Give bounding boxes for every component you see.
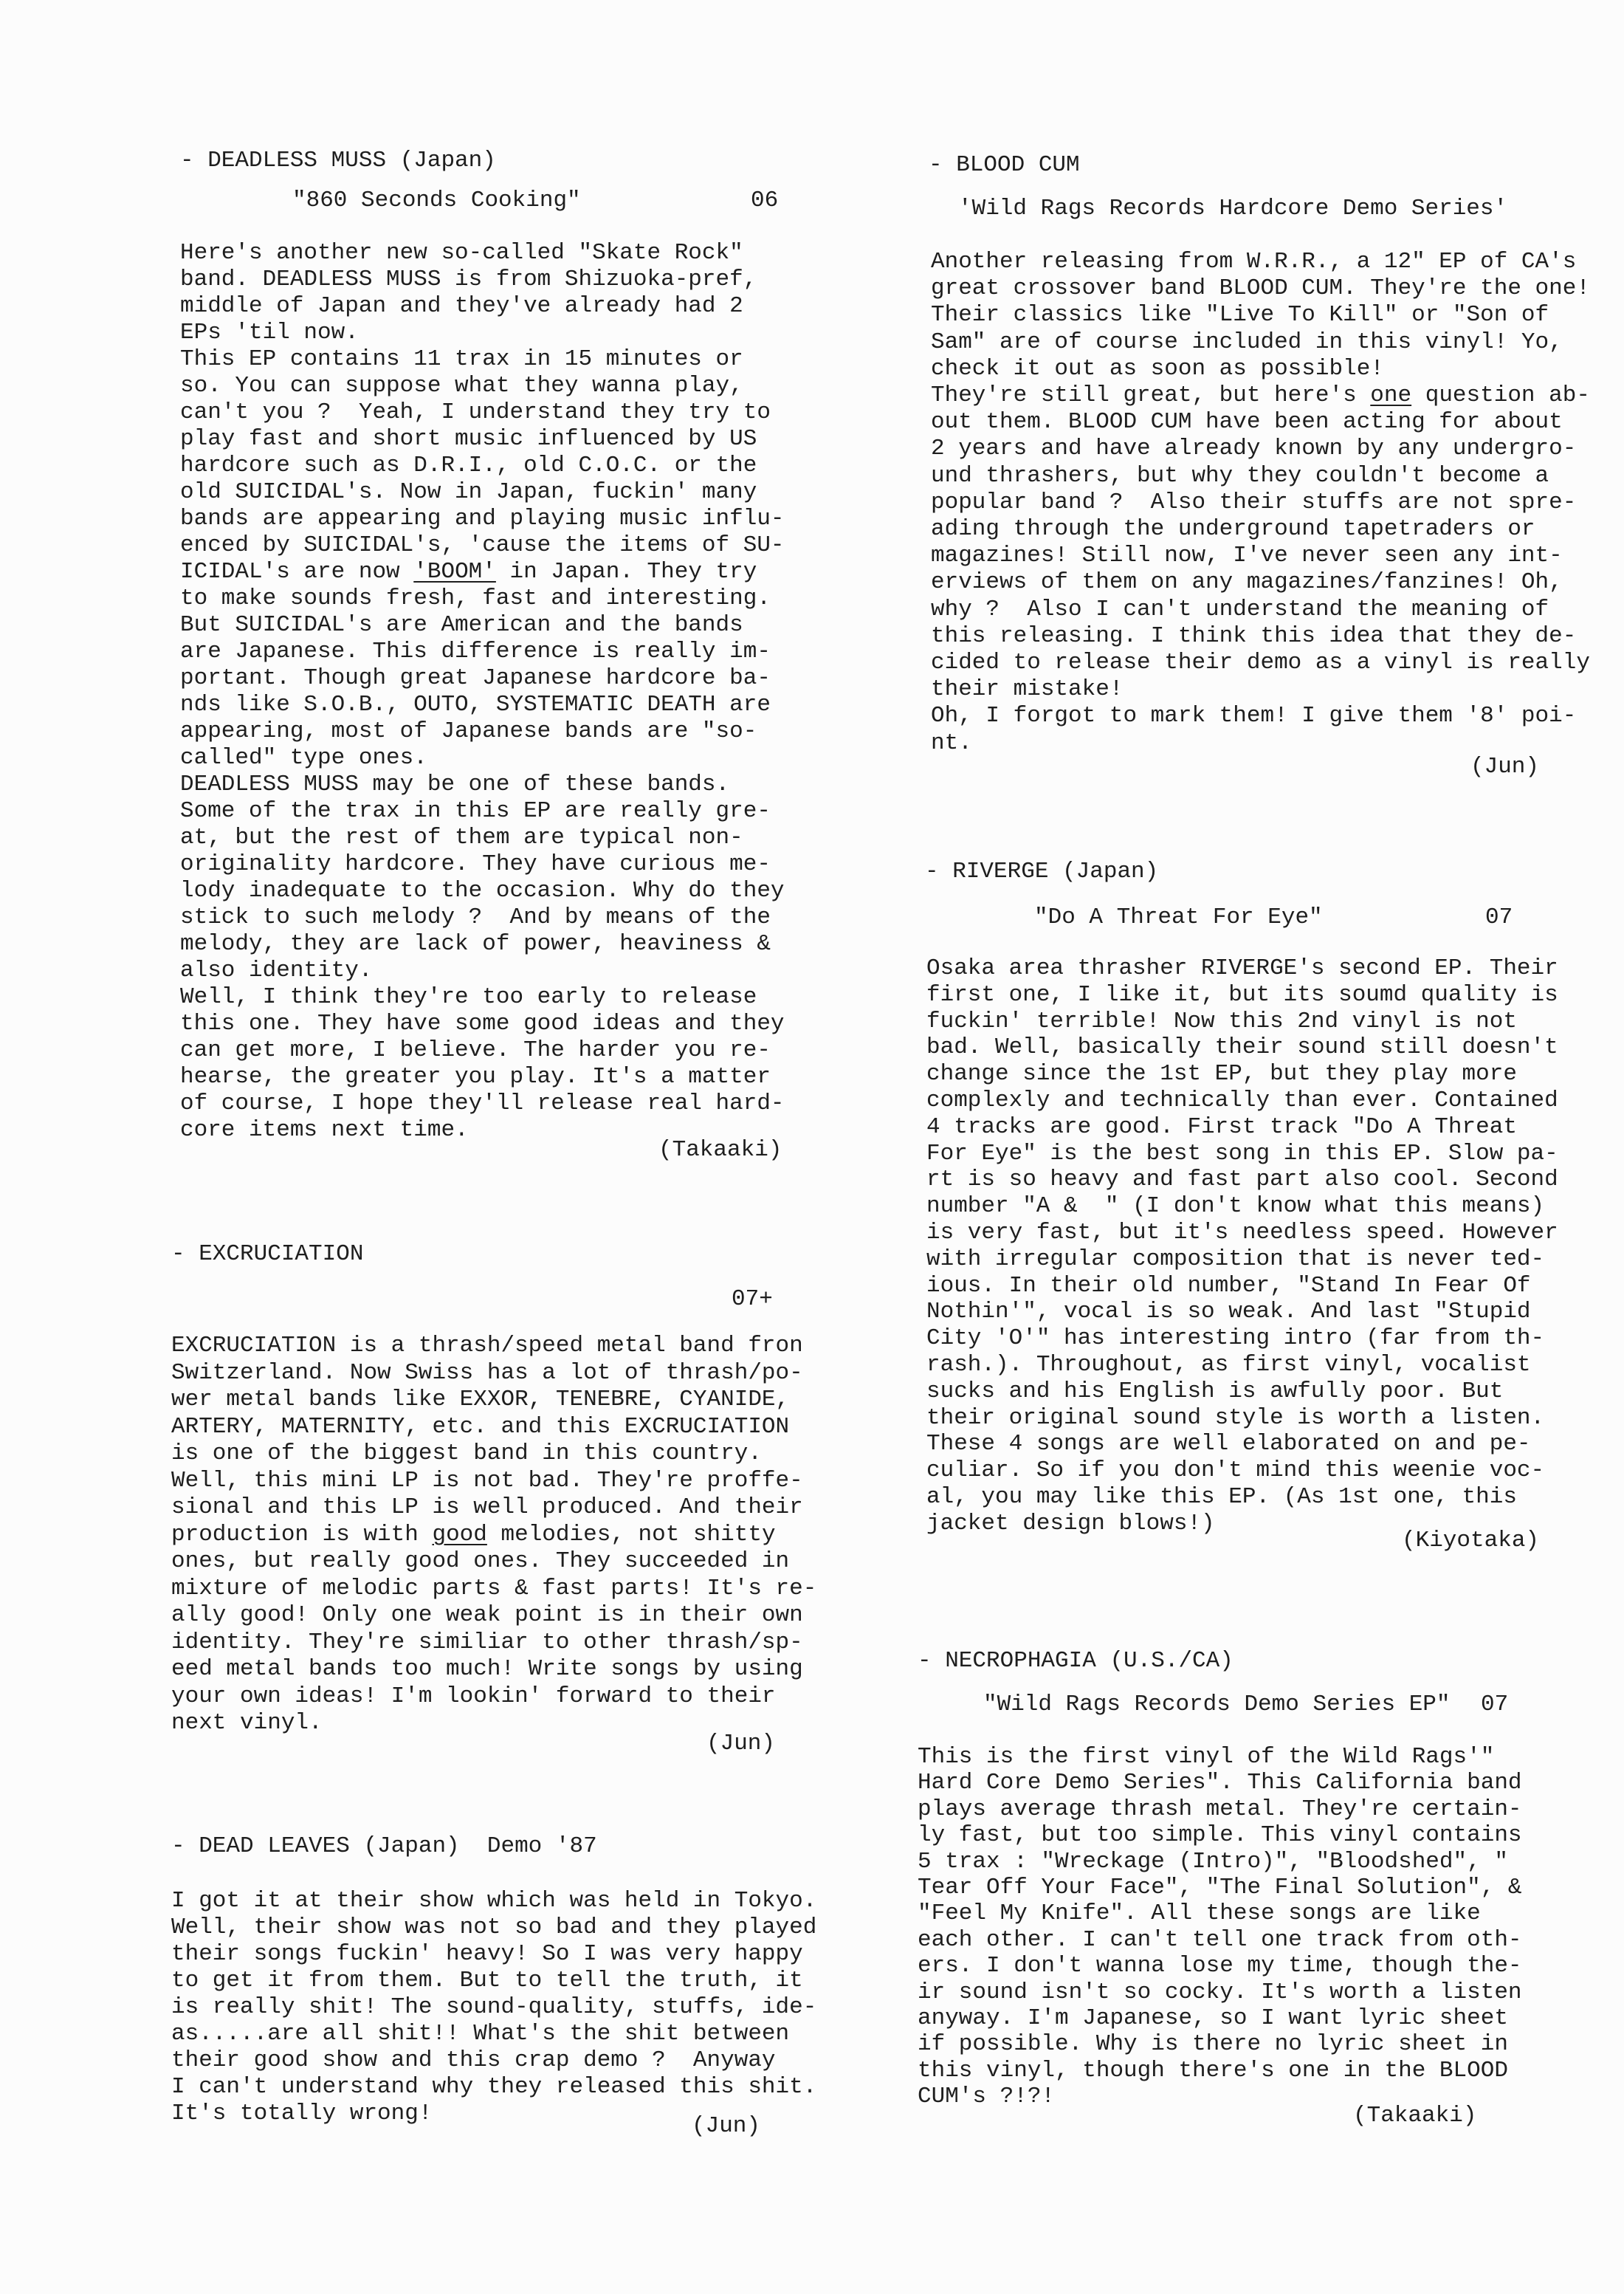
text-line: magazines! Still now, I've never seen any int- xyxy=(931,543,1563,569)
text-line: erviews of them on any magazines/fanzines! Oh, xyxy=(931,569,1563,596)
text-line: 2 years and have already known by any undergro- xyxy=(931,436,1577,462)
text-line: hardcore such as D.R.I., old C.O.C. or the xyxy=(180,453,757,478)
text-line: originality hardcore. They have curious me- xyxy=(180,851,771,877)
text-line: melody, they are lack of power, heaviness & xyxy=(180,931,771,957)
text-line: I can't understand why they released this shit. xyxy=(171,2074,817,2100)
text-line: ious. In their old number, "Stand In Fear Of xyxy=(926,1272,1531,1299)
text-line: ones, but really good ones. They succeeded in xyxy=(171,1548,790,1574)
text-line: nds like S.O.B., OUTO, SYSTEMATIC DEATH are xyxy=(180,692,771,718)
review-body xyxy=(171,1333,816,1737)
rating-score: 07 xyxy=(1481,1692,1509,1717)
text-segment: question ab- xyxy=(1411,382,1590,409)
underlined-text: 'BOOM' xyxy=(413,559,496,585)
text-line: their good show and this crap demo ? Anyway xyxy=(171,2047,776,2073)
review-body xyxy=(918,1744,1522,2110)
text-line: These 4 songs are well elaborated on and pe- xyxy=(926,1431,1531,1457)
text-line: Hard Core Demo Series". This California band xyxy=(918,1770,1522,1796)
text-line: eed metal bands too much! Write songs by using xyxy=(171,1656,803,1682)
text-line: popular band ? Also their stuffs are not spre- xyxy=(931,489,1577,515)
text-line: lody inadequate to the occasion. Why do they xyxy=(180,878,785,904)
text-line: This is the first vinyl of the Wild Rags'" xyxy=(918,1744,1495,1770)
text-line: Their classics like "Live To Kill" or "Son of xyxy=(931,302,1549,329)
text-line: Switzerland. Now Swiss has a lot of thrash/po- xyxy=(171,1359,803,1386)
text-line: Well, I think they're too early to release xyxy=(180,984,757,1010)
text-line xyxy=(171,1522,816,1549)
text-line: number "A & " (I don't know what this means) xyxy=(926,1193,1545,1220)
text-line: Well, their show was not so bad and they played xyxy=(171,1914,817,1940)
text-line: Here's another new so-called "Skate Rock" xyxy=(180,240,743,266)
reviewer-signature: (Jun) xyxy=(706,1731,776,1756)
text-line: appearing, most of Japanese bands are "so- xyxy=(180,718,757,744)
text-line: with irregular composition that is never ted- xyxy=(926,1246,1545,1272)
reviewer-signature: (Takaaki) xyxy=(1353,2103,1477,2129)
text-line: Oh, I forgot to mark them! I give them '8' poi- xyxy=(931,703,1577,729)
text-line: called" type ones. xyxy=(180,745,427,771)
review-heading: - EXCRUCIATION xyxy=(171,1241,364,1267)
text-line: stick to such melody ? And by means of the xyxy=(180,904,771,930)
text-segment: melodies, not shitty xyxy=(486,1521,776,1548)
text-line: It's totally wrong! xyxy=(171,2101,433,2126)
text-line: ers. I don't wanna lose my time, though the- xyxy=(918,1953,1522,1979)
text-line: first one, I like it, but its soumd quality is xyxy=(926,981,1558,1008)
text-line: ir sound isn't so cocky. It's worth a listen xyxy=(918,1979,1522,2005)
text-line: 4 tracks are good. First track "Do A Threat xyxy=(926,1113,1517,1140)
text-line: check it out as soon as possible! xyxy=(931,355,1384,382)
text-line: identity. They're similiar to other thrash/sp- xyxy=(171,1629,803,1655)
text-line: this vinyl, though there's one in the BLOOD xyxy=(918,2057,1508,2084)
text-line: culiar. So if you don't mind this weenie voc- xyxy=(926,1457,1545,1484)
text-line: I got it at their show which was held in Tokyo. xyxy=(171,1888,817,1914)
reviewer-signature: (Kiyotaka) xyxy=(1402,1528,1540,1553)
text-line: their songs fuckin' heavy! So I was very happy xyxy=(171,1941,803,1967)
text-line: change since the 1st EP, but they play more xyxy=(926,1061,1517,1088)
text-line: mixture of melodic parts & fast parts! It's re- xyxy=(171,1575,817,1601)
text-line: City 'O'" has interesting intro (far from th- xyxy=(926,1325,1545,1352)
text-line: cided to release their demo as a vinyl is really xyxy=(931,650,1590,676)
text-line: can get more, I believe. The harder you re- xyxy=(180,1037,771,1063)
text-line: This EP contains 11 trax in 15 minutes or xyxy=(180,346,743,372)
text-line: their mistake! xyxy=(931,676,1124,703)
review-heading: - BLOOD CUM xyxy=(929,152,1080,178)
text-line: plays average thrash metal. They're certain- xyxy=(918,1796,1522,1822)
text-line: Some of the trax in this EP are really gre- xyxy=(180,798,771,824)
text-line: ading through the underground tapetraders or xyxy=(931,516,1535,543)
reviewer-signature: (Takaaki) xyxy=(658,1137,782,1163)
text-line: ally good! Only one weak point is in their own xyxy=(171,1602,803,1628)
text-line: so. You can suppose what they wanna play, xyxy=(180,373,743,399)
text-line: band. DEADLESS MUSS is from Shizuoka-pref, xyxy=(180,267,757,292)
text-segment: production is with xyxy=(171,1521,433,1548)
text-segment: in Japan. They try xyxy=(495,559,757,585)
review-body xyxy=(931,249,1590,757)
text-line: jacket design blows!) xyxy=(926,1510,1215,1536)
review-body xyxy=(171,1888,816,2127)
text-line: is really shit! The sound-quality, stuffs, ide- xyxy=(171,1994,817,2020)
text-line: Tear Off Your Face", "The Final Solution", & xyxy=(918,1875,1522,1901)
text-line: portant. Though great Japanese hardcore ba- xyxy=(180,665,771,691)
text-line: But SUICIDAL's are American and the bands xyxy=(180,612,743,638)
text-line: bands are appearing and playing music influ- xyxy=(180,506,785,532)
text-line: this releasing. I think this idea that they de- xyxy=(931,622,1577,649)
text-line: al, you may like this EP. (As 1st one, this xyxy=(926,1483,1517,1510)
text-line: great crossover band BLOOD CUM. They're the one! xyxy=(931,275,1590,302)
text-segment: They're still great, but here's xyxy=(931,382,1371,409)
text-line: old SUICIDAL's. Now in Japan, fuckin' many xyxy=(180,479,757,505)
text-line: fuckin' terrible! Now this 2nd vinyl is not xyxy=(926,1008,1517,1034)
text-line: rt is so heavy and fast part also cool. Second xyxy=(926,1167,1558,1193)
text-line: this one. They have some good ideas and they xyxy=(180,1011,785,1037)
text-line: Another releasing from W.R.R., a 12" EP of CA's xyxy=(931,249,1577,275)
review-heading: - NECROPHAGIA (U.S./CA) xyxy=(918,1648,1234,1674)
review-heading: - RIVERGE (Japan) xyxy=(925,859,1159,885)
rating-score: 07 xyxy=(1485,904,1513,930)
text-line: enced by SUICIDAL's, 'cause the items of SU- xyxy=(180,532,785,558)
text-line: out them. BLOOD CUM have been acting for about xyxy=(931,409,1563,436)
review-body xyxy=(926,955,1558,1537)
text-line: to get it from them. But to tell the truth, it xyxy=(171,1968,803,1993)
text-line: each other. I can't tell one track from oth- xyxy=(918,1926,1522,1953)
text-line: at, but the rest of them are typical non- xyxy=(180,825,743,851)
text-line: DEADLESS MUSS may be one of these bands. xyxy=(180,772,730,797)
text-line: play fast and short music influenced by US xyxy=(180,426,757,452)
text-line: wer metal bands like EXXOR, TENEBRE, CYANIDE, xyxy=(171,1387,790,1412)
review-heading: - DEAD LEAVES (Japan) Demo '87 xyxy=(171,1833,597,1859)
text-line: to make sounds fresh, fast and interesting. xyxy=(180,585,771,611)
record-title: "Wild Rags Records Demo Series EP" xyxy=(983,1692,1451,1717)
reviewer-signature: (Jun) xyxy=(692,2113,761,2139)
underlined-text: one xyxy=(1370,382,1412,409)
text-line: rash.). Throughout, as first vinyl, vocalist xyxy=(926,1351,1531,1378)
text-line: For Eye" is the best song in this EP. Slow pa- xyxy=(926,1140,1558,1167)
text-line: Nothin'", vocal is so weak. And last "Stupid xyxy=(926,1299,1531,1325)
text-line: anyway. I'm Japanese, so I want lyric sheet xyxy=(918,2005,1508,2032)
text-line: are Japanese. This difference is really im- xyxy=(180,639,771,664)
text-line: complexly and technically than ever. Contained xyxy=(926,1087,1558,1113)
record-title: 'Wild Rags Records Hardcore Demo Series' xyxy=(958,196,1508,221)
text-line: as.....are all shit!! What's the shit between xyxy=(171,2021,790,2047)
underlined-text: good xyxy=(432,1521,487,1548)
text-line: next vinyl. xyxy=(171,1710,323,1736)
text-line: also identity. xyxy=(180,958,373,983)
text-line: is very fast, but it's needless speed. However xyxy=(926,1219,1558,1246)
text-line xyxy=(180,559,785,585)
text-line: can't you ? Yeah, I understand they try to xyxy=(180,399,771,425)
text-line: if possible. Why is there no lyric sheet in xyxy=(918,2031,1508,2058)
text-line: Well, this mini LP is not bad. They're proffe- xyxy=(171,1467,803,1494)
text-line: core items next time. xyxy=(180,1117,469,1143)
text-line: und thrashers, but why they couldn't become a xyxy=(931,462,1549,489)
text-line: CUM's ?!?! xyxy=(918,2084,1056,2110)
rating-score: 07+ xyxy=(732,1286,773,1312)
text-line: 5 trax : "Wreckage (Intro)", "Bloodshed", " xyxy=(918,1848,1508,1875)
record-title: "860 Seconds Cooking" xyxy=(292,188,581,213)
text-line: is one of the biggest band in this country. xyxy=(171,1440,762,1466)
text-line: why ? Also I can't understand the meaning of xyxy=(931,596,1549,622)
text-line: EXCRUCIATION is a thrash/speed metal band fron xyxy=(171,1333,803,1359)
text-line: their original sound style is worth a listen. xyxy=(926,1404,1545,1431)
review-heading: - DEADLESS MUSS (Japan) xyxy=(180,148,496,174)
text-segment: ICIDAL's are now xyxy=(180,559,414,585)
text-line: middle of Japan and they've already had 2 xyxy=(180,293,743,319)
text-line: ly fast, but too simple. This vinyl contains xyxy=(918,1822,1522,1849)
text-line: Sam" are of course included in this vinyl! Yo, xyxy=(931,329,1563,355)
text-line: "Feel My Knife". All these songs are like xyxy=(918,1900,1481,1927)
text-line: hearse, the greater you play. It's a matter xyxy=(180,1064,771,1090)
text-line: of course, I hope they'll release real hard- xyxy=(180,1091,785,1116)
reviewer-signature: (Jun) xyxy=(1470,754,1540,780)
text-line: bad. Well, basically their sound still doesn't xyxy=(926,1034,1558,1061)
text-line: ARTERY, MATERNITY, etc. and this EXCRUCIATION xyxy=(171,1413,790,1440)
rating-score: 06 xyxy=(751,188,779,213)
text-line xyxy=(931,382,1590,409)
text-line: sional and this LP is well produced. And their xyxy=(171,1494,803,1520)
record-title: "Do A Threat For Eye" xyxy=(1034,904,1323,930)
text-line: EPs 'til now. xyxy=(180,320,359,346)
text-line: your own ideas! I'm lookin' forward to their xyxy=(171,1683,776,1709)
text-line: sucks and his English is awfully poor. But xyxy=(926,1378,1504,1404)
text-line: nt. xyxy=(931,729,972,756)
text-line: Osaka area thrasher RIVERGE's second EP. Their xyxy=(926,955,1558,981)
review-body xyxy=(180,240,785,1144)
